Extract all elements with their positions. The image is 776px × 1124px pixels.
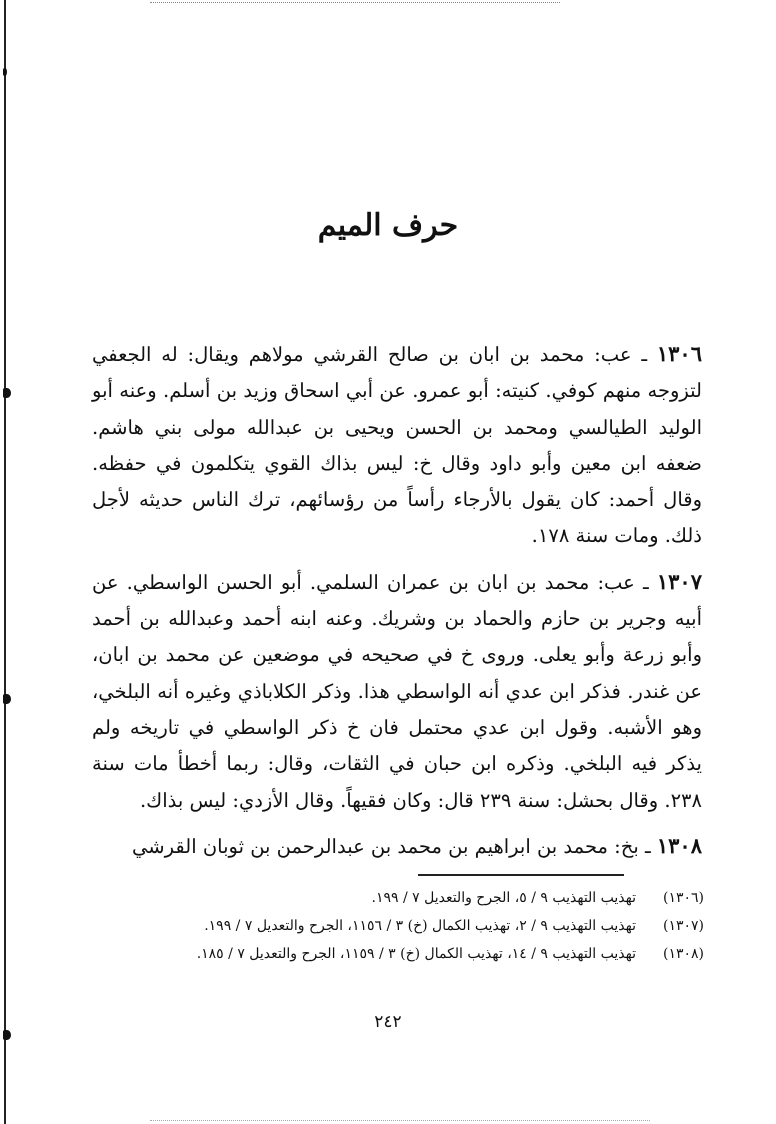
footnote-text: تهذيب التهذيب ٩ / ٥، الجرح والتعديل ٧ / ١٩٩. — [371, 890, 636, 906]
footnote-text: تهذيب التهذيب ٩ / ٢، تهذيب الكمال (خ) ٣ / ١١٥٦، الجرح والتعديل ٧ / ١٩٩. — [204, 918, 636, 934]
left-scan-edge — [4, 0, 6, 1124]
footnote-1308 — [98, 940, 704, 968]
footnote-text: تهذيب التهذيب ٩ / ١٤، تهذيب الكمال (خ) ٣ / ١١٥٩، الجرح والتعديل ٧ / ١٨٥. — [196, 946, 636, 962]
footnote-1306 — [98, 884, 704, 912]
entry-1306 — [92, 336, 702, 555]
footnote-1307 — [98, 912, 704, 940]
entry-1308 — [92, 828, 702, 865]
entry-text: ـ عب: محمد بن ابان بن صالح القرشي مولاهم ويقال: له الجعفي لتزوجه منهم كوفي. كنيته: أبو عمرو. عن أبي اسحاق وزيد بن أسلم. وعنه أبو الوليد الطيالسي ومحمد بن الحسن ويحيى بن عبدالله مولى بني هاشم. ضعفه ابن معين وأبو داود وقال خ: ليس بذاك القوي يتكلمون في حفظه. وقال أحمد: كان يقول بالأرجاء رأساً من رؤسائهم، ترك الناس حديثه لأجل ذلك. ومات سنة ١٧٨. — [92, 343, 702, 548]
body-text — [92, 336, 702, 874]
margin-mark-icon — [3, 388, 11, 398]
top-dotted-rule — [150, 2, 560, 3]
footnote-number: (١٣٠٧) — [662, 918, 704, 934]
entry-number: ١٣٠٧ — [656, 568, 702, 594]
margin-mark-icon — [3, 694, 11, 704]
entry-text: ـ عب: محمد بن ابان بن عمران السلمي. أبو الحسن الواسطي. عن أبيه وجرير بن حازم والحماد بن وشريك. وعنه ابنه أحمد وعبدالله بن أحمد وأبو زرعة وأبو يعلى. وروى خ في صحيحه في موضعين عن محمد بن ابان، عن غندر. فذكر ابن عدي أنه الواسطي هذا. وذكر الكلاباذي وغيره أنه البلخي، وهو الأشبه. وقول ابن عدي محتمل فان خ ذكر الواسطي في تاريخه ولم يذكر فيه البلخي. وذكره ابن حبان في الثقات، وقال: ربما أخطأ مات سنة ٢٣٨. وقال بحشل: سنة ٢٣٩ قال: وكان فقيهاً. وقال الأزدي: ليس بذاك. — [92, 570, 702, 812]
chapter-title: حرف الميم — [317, 208, 459, 243]
entry-1307 — [92, 564, 702, 819]
entry-number: ١٣٠٦ — [656, 341, 702, 366]
page-number: ٢٤٢ — [374, 1012, 402, 1032]
entry-number: ١٣٠٨ — [656, 832, 702, 858]
margin-mark-icon — [3, 68, 7, 76]
footnote-number: (١٣٠٦) — [662, 890, 704, 906]
entry-text: ـ بخ: محمد بن ابراهيم بن محمد بن عبدالرحمن بن ثوبان القرشي — [132, 834, 657, 858]
footnote-divider — [418, 874, 624, 876]
footnote-number: (١٣٠٨) — [662, 946, 704, 962]
bottom-dotted-rule — [150, 1120, 650, 1121]
footnotes — [98, 884, 704, 968]
